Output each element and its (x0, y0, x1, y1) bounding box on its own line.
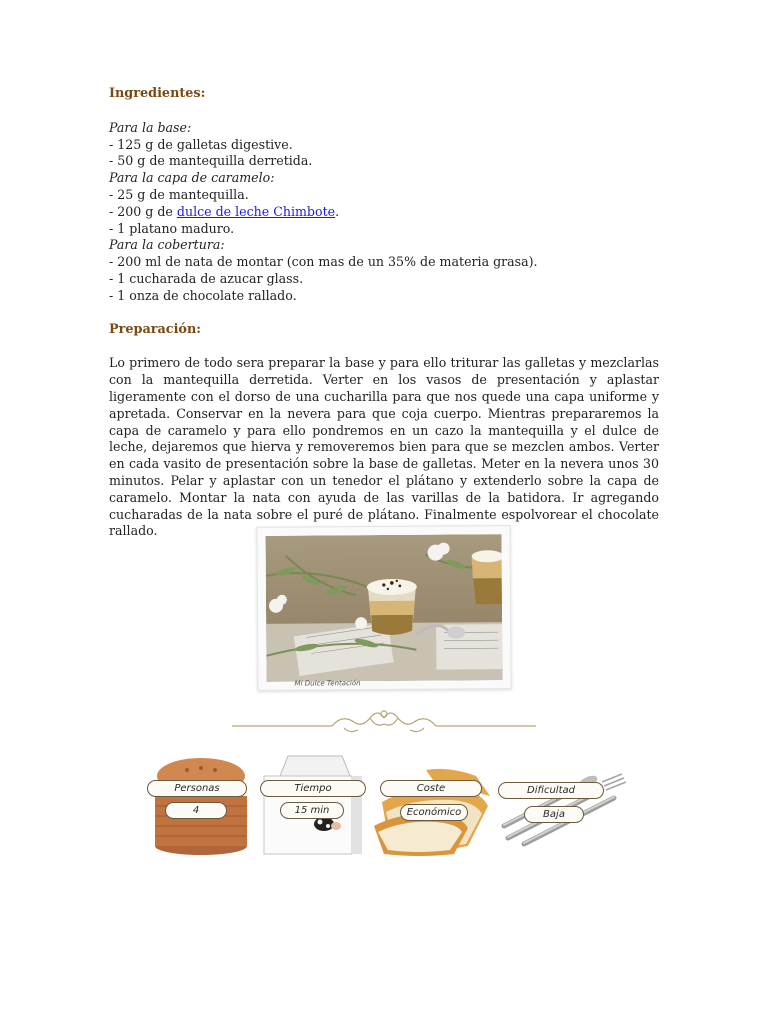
ingredient-line: - 1 cucharada de azucar glass. (109, 270, 304, 286)
servings-value: 4 (165, 802, 227, 819)
ingredient-line: - 25 g de mantequilla. (109, 186, 249, 202)
ingredients-heading: Ingredientes: (109, 86, 206, 101)
cost-value: Económico (400, 804, 468, 821)
recipe-document (109, 86, 659, 540)
dessert-photo-image (265, 534, 502, 682)
ingredient-line: - 50 g de mantequilla derretida. (109, 153, 313, 169)
base-subtitle: Para la base: (109, 119, 192, 135)
difficulty-label: Dificultad (498, 782, 604, 799)
cost-label: Coste (380, 780, 482, 797)
ornamental-divider (232, 704, 536, 740)
dessert-photo (256, 525, 511, 691)
topping-subtitle: Para la cobertura: (109, 237, 225, 253)
photo-caption: Mi Dulce Tentación (294, 679, 361, 688)
ingredient-line: - 1 onza de chocolate rallado. (109, 287, 297, 303)
difficulty-card (494, 768, 628, 850)
ingredient-text: - 200 g de (109, 203, 177, 219)
cost-card (370, 766, 494, 856)
difficulty-value: Baja (524, 806, 584, 823)
preparation-heading: Preparación: (109, 321, 201, 337)
caramel-subtitle: Para la capa de caramelo: (109, 170, 275, 186)
dessert-glasses-illustration (265, 534, 502, 682)
ingredient-line: - 1 platano maduro. (109, 220, 235, 236)
servings-label: Personas (147, 780, 247, 797)
time-label: Tiempo (260, 780, 366, 797)
time-value: 15 min (280, 802, 344, 819)
dulce-de-leche-link[interactable]: dulce de leche Chimbote (176, 203, 336, 219)
ingredient-line: - 200 ml de nata de montar (con mas de un 35% de materia grasa). (109, 254, 538, 270)
ingredient-line (109, 204, 659, 221)
ingredient-line: - 125 g de galletas digestive. (109, 136, 293, 152)
time-card (258, 752, 370, 856)
preparation-text: Lo primero de todo sera preparar la base y para ello triturar las galletas y mezclarlas con la mantequilla derretida. Verter en los vasos de presentación y aplastar ligeramente con el dorso de una cucharilla para que nos quede una capa uniforme y apretada. Conservar en la nevera para que coja cuerpo. Mientras prepararemos la capa de caramelo y para ello pondremos en un cazo la mantequilla y el dulce de leche, dejaremos que hierva y removeremos bien para que se mezclen ambos. Verter en cada vasito de presentación sobre la base de galletas. Meter en la nevera unos 30 minutos. Pelar y aplastar con un tenedor el plátano y extenderlo sobre la capa de caramelo. Montar la nata con ayuda de las varillas de la batidora. Ir agregando cucharadas de la nata sobre el puré de plátano. Finalmente espolvorear el chocolate rallado. (109, 355, 659, 539)
servings-card (143, 756, 255, 856)
ingredient-text: . (335, 203, 340, 219)
